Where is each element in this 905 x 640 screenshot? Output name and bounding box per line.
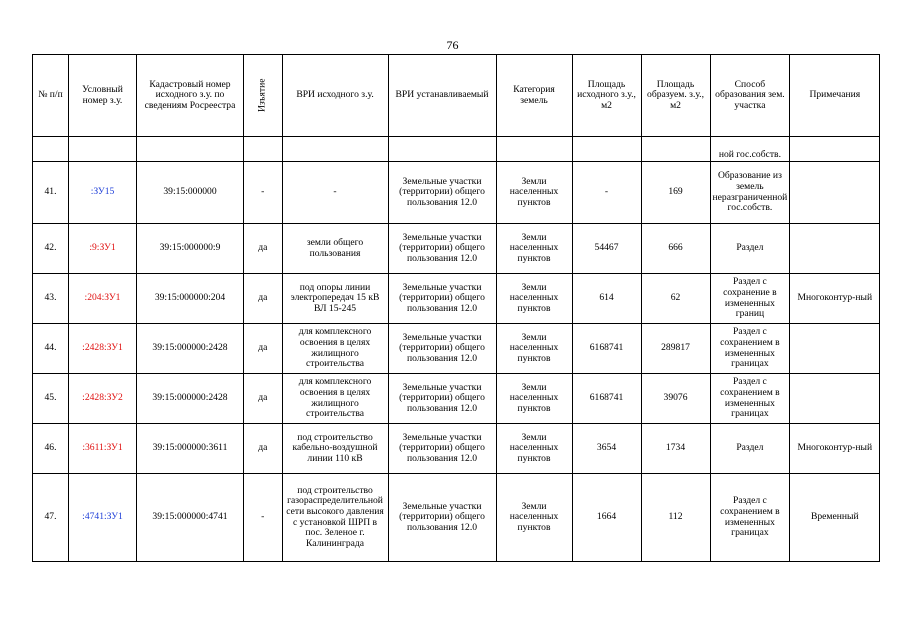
cell-area-new: 666 [641,224,710,274]
cell-vri-new: Земельные участки (территории) общего пользования 12.0 [388,162,496,224]
cell-vri-source: под строительство кабельно-воздушной линии 110 кВ [282,424,388,474]
table-row [33,274,880,324]
table-row [33,162,880,224]
cell-empty [496,137,572,162]
header-area-new: Площадь образуем. з.у., м2 [641,55,710,137]
cell-empty [69,137,137,162]
cell-area-new: 62 [641,274,710,324]
table-row [33,224,880,274]
cell-formation-method: Раздел с сохранение в измененных границ [710,274,790,324]
cell-area-source: 1664 [572,474,641,562]
cell-notes [790,224,880,274]
cell-notes [790,374,880,424]
cell-empty [641,137,710,162]
cell-conditional-number: :9:ЗУ1 [69,224,137,274]
cell-cadastral-number: 39:15:000000 [137,162,244,224]
table-row [33,424,880,474]
cell-formation-method: Раздел [710,424,790,474]
cell-notes [790,162,880,224]
cell-vri-new: Земельные участки (территории) общего пользования 12.0 [388,474,496,562]
cell-seizure: - [244,162,283,224]
cell-empty [33,137,69,162]
cell-land-category: Земли населенных пунктов [496,374,572,424]
cell-area-new: 39076 [641,374,710,424]
cell-land-category: Земли населенных пунктов [496,424,572,474]
cell-area-source: 6168741 [572,324,641,374]
cell-vri-new: Земельные участки (территории) общего пользования 12.0 [388,324,496,374]
cell-formation-method: Раздел с сохранением в измененных границах [710,474,790,562]
header-seizure [244,55,283,137]
cell-cadastral-number: 39:15:000000:4741 [137,474,244,562]
header-cadastral-number: Кадастровый номер исходного з.у. по сведениям Росреестра [137,55,244,137]
cell-area-source: 6168741 [572,374,641,424]
header-row [33,55,880,137]
header-vri-source: ВРИ исходного з.у. [282,55,388,137]
cell-conditional-number: :2428:ЗУ2 [69,374,137,424]
header-area-source: Площадь исходного з.у., м2 [572,55,641,137]
cell-vri-source: для комплексного освоения в целях жилищного строительства [282,324,388,374]
cell-seizure: да [244,274,283,324]
cell-empty [282,137,388,162]
cell-land-category: Земли населенных пунктов [496,324,572,374]
cell-num: 46. [33,424,69,474]
cell-num: 45. [33,374,69,424]
cell-conditional-number: :3611:ЗУ1 [69,424,137,474]
cell-formation-method: Образование из земель неразграниченной гос.собств. [710,162,790,224]
cell-seizure: да [244,374,283,424]
cell-cadastral-number: 39:15:000000:2428 [137,324,244,374]
header-conditional-number: Условный номер з.у. [69,55,137,137]
cell-vri-new: Земельные участки (территории) общего пользования 12.0 [388,374,496,424]
cell-num: 43. [33,274,69,324]
cell-cadastral-number: 39:15:000000:204 [137,274,244,324]
cell-num: 47. [33,474,69,562]
cell-seizure: да [244,324,283,374]
cell-num: 41. [33,162,69,224]
cell-conditional-number: :2428:ЗУ1 [69,324,137,374]
header-notes: Примечания [790,55,880,137]
cell-conditional-number: :ЗУ15 [69,162,137,224]
cell-area-source: 54467 [572,224,641,274]
cell-conditional-number: :204:ЗУ1 [69,274,137,324]
cell-notes: Многоконтур-ный [790,274,880,324]
cell-land-category: Земли населенных пунктов [496,274,572,324]
header-seizure-label: Изъятие [256,78,268,113]
continuation-row [33,137,880,162]
cell-vri-source: для комплексного освоения в целях жилищного строительства [282,374,388,424]
cell-empty [388,137,496,162]
cell-cadastral-number: 39:15:000000:3611 [137,424,244,474]
parcels-table [32,54,880,562]
cell-formation-method: Раздел с сохранением в измененных границах [710,324,790,374]
cell-land-category: Земли населенных пунктов [496,162,572,224]
header-vri-new: ВРИ устанавливаемый [388,55,496,137]
header-num: № п/п [33,55,69,137]
cell-seizure: - [244,474,283,562]
cell-land-category: Земли населенных пунктов [496,474,572,562]
cell-area-new: 112 [641,474,710,562]
cell-conditional-number: :4741:ЗУ1 [69,474,137,562]
cell-notes: Временный [790,474,880,562]
cell-empty [790,137,880,162]
table-row [33,324,880,374]
cell-num: 44. [33,324,69,374]
cell-cadastral-number: 39:15:000000:2428 [137,374,244,424]
cell-formation-method: ной гос.собств. [710,137,790,162]
header-land-category: Категория земель [496,55,572,137]
cell-num: 42. [33,224,69,274]
cell-vri-new: Земельные участки (территории) общего пользования 12.0 [388,224,496,274]
cell-area-source: - [572,162,641,224]
cell-vri-source: - [282,162,388,224]
cell-area-new: 289817 [641,324,710,374]
cell-formation-method: Раздел [710,224,790,274]
page-number: 76 [446,38,459,52]
cell-vri-source: под строительство газораспределительной сети высокого давления с установкой ШРП в пос. Зеленое г. Калининграда [282,474,388,562]
cell-empty [572,137,641,162]
cell-notes [790,324,880,374]
cell-notes: Многоконтур-ный [790,424,880,474]
cell-seizure: да [244,424,283,474]
table-row [33,374,880,424]
table-row [33,474,880,562]
cell-vri-source: земли общего пользования [282,224,388,274]
cell-vri-new: Земельные участки (территории) общего пользования 12.0 [388,424,496,474]
cell-cadastral-number: 39:15:000000:9 [137,224,244,274]
cell-area-new: 169 [641,162,710,224]
cell-vri-source: под опоры линии электропередач 15 кВ ВЛ 15-245 [282,274,388,324]
cell-seizure: да [244,224,283,274]
cell-empty [137,137,244,162]
cell-area-new: 1734 [641,424,710,474]
cell-vri-new: Земельные участки (территории) общего пользования 12.0 [388,274,496,324]
cell-area-source: 3654 [572,424,641,474]
cell-land-category: Земли населенных пунктов [496,224,572,274]
cell-area-source: 614 [572,274,641,324]
cell-formation-method: Раздел с сохранением в измененных границах [710,374,790,424]
cell-empty [244,137,283,162]
header-formation-method: Способ образования зем. участка [710,55,790,137]
